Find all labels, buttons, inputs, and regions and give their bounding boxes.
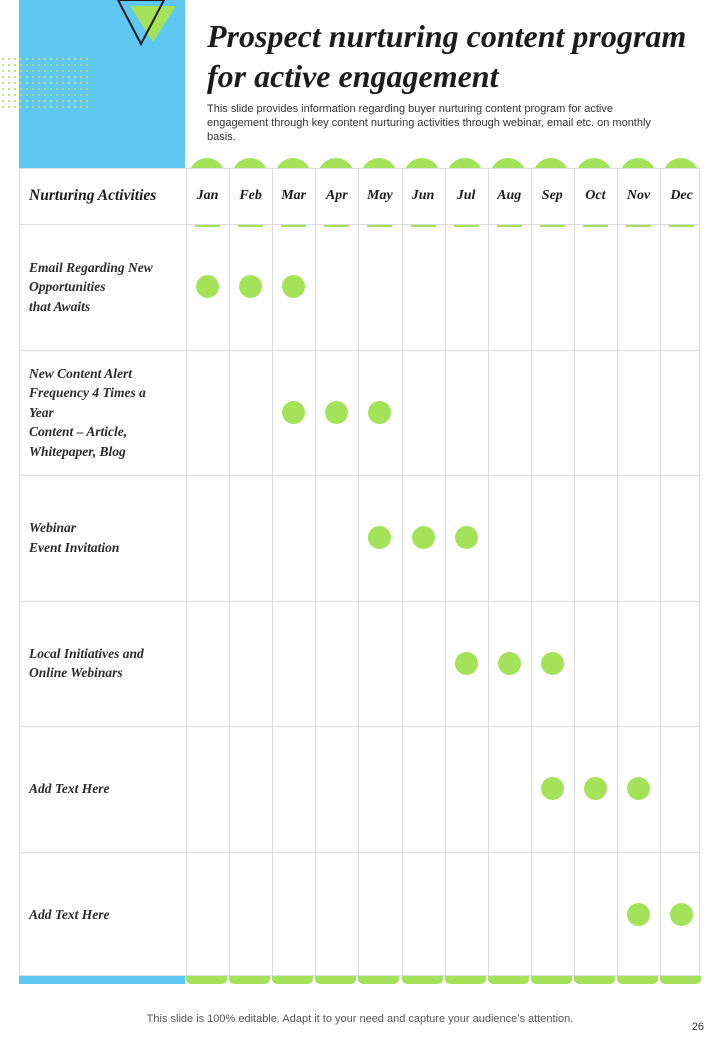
schedule-dot [627,903,650,926]
grid-column-line [315,169,316,975]
activity-label-line: Year [29,404,54,420]
grid-column-line [660,169,661,975]
month-header: May [367,188,393,203]
month-underline [367,225,392,227]
month-header: Jan [196,188,219,203]
month-bottom-tab [488,976,529,984]
schedule-dot [498,652,521,675]
month-bottom-tab [229,976,270,984]
month-underline [540,225,565,227]
month-underline [497,225,522,227]
activity-label-line: Opportunities [29,279,106,294]
schedule-dot [541,652,564,675]
schedule-dot [282,275,305,298]
activity-label [29,726,177,852]
nurturing-schedule-table [19,168,700,976]
grid-column-line [445,169,446,975]
month-underline [324,225,349,227]
activity-label-line: Webinar [29,520,77,536]
month-header: Dec [670,188,693,203]
grid-column-line [488,169,489,975]
grid-column-line [358,169,359,975]
footer-note: This slide is 100% editable. Adapt it to your need and capture your audience’s attention. [146,1013,574,1025]
page-subtitle: This slide provides information regarding buyer nurturing content program for active engagement through key content nurturing activities through webinar, email etc. on monthly basis. [207,103,651,143]
month-underline [583,225,608,227]
schedule-dot [541,777,564,800]
schedule-dot [368,526,391,549]
month-underline [411,225,436,227]
schedule-dot [455,652,478,675]
activity-label-line: Local Initiatives and [29,645,144,661]
month-bottom-tab [531,976,572,984]
month-header: Mar [281,188,307,203]
activity-label-line: Add Text Here [29,781,110,796]
activity-label-line: Content – Article, [29,424,128,439]
month-header: Nov [626,188,651,203]
month-underline [195,225,220,227]
month-header: Aug [497,188,522,203]
page-number: 26 [691,1021,704,1033]
activity-label-line: Email Regarding New [29,259,153,275]
page-title: Prospect nurturing content program for active engagement [207,18,687,94]
table-bottom-blue-bar [19,976,185,984]
schedule-dot [196,275,219,298]
activity-label-line: Frequency 4 Times a [29,385,146,400]
activity-label-line: Event Invitation [29,539,120,555]
activity-label-line: New Content Alert [29,365,133,381]
month-underline [281,225,306,227]
activity-label [29,475,177,601]
month-bottom-tab [617,976,658,984]
month-header: Apr [325,188,348,203]
month-header: Oct [585,188,606,203]
schedule-dot [455,526,478,549]
schedule-dot [282,401,305,424]
activity-label [29,224,177,350]
month-bottom-tab [315,976,356,984]
month-underline [454,225,479,227]
activity-label-line: Online Webinars [29,665,123,681]
schedule-dot [325,401,348,424]
month-bottom-tab [660,976,701,984]
activity-label-line: Whitepaper, Blog [29,443,126,459]
activity-label [29,601,177,727]
schedule-dot [670,903,693,926]
month-bottom-tab [358,976,399,984]
month-bottom-tab [272,976,313,984]
grid-column-line [229,169,230,975]
schedule-dot [239,275,262,298]
month-header-circles [0,0,720,175]
grid-column-line [186,169,187,975]
month-header: Feb [239,188,262,203]
month-bottom-tab [402,976,443,984]
month-header: Jun [411,188,435,203]
grid-column-line [574,169,575,975]
grid-column-line [617,169,618,975]
month-header: Jul [456,188,476,203]
grid-column-line [531,169,532,975]
activity-label [29,350,177,476]
month-underline [626,225,651,227]
schedule-dot [584,777,607,800]
month-bottom-tab [574,976,615,984]
activity-label-line: that Awaits [29,298,91,314]
month-underline [669,225,694,227]
month-bottom-tab [186,976,227,984]
grid-column-line [272,169,273,975]
schedule-dot [627,777,650,800]
month-header: Sep [541,188,563,203]
grid-column-line [402,169,403,975]
header-nurturing-activities: Nurturing Activities [29,187,157,204]
month-underline [238,225,263,227]
schedule-dot [412,526,435,549]
month-bottom-tab [445,976,486,984]
schedule-dot [368,401,391,424]
activity-label [29,852,177,978]
activity-label-line: Add Text Here [29,906,110,922]
